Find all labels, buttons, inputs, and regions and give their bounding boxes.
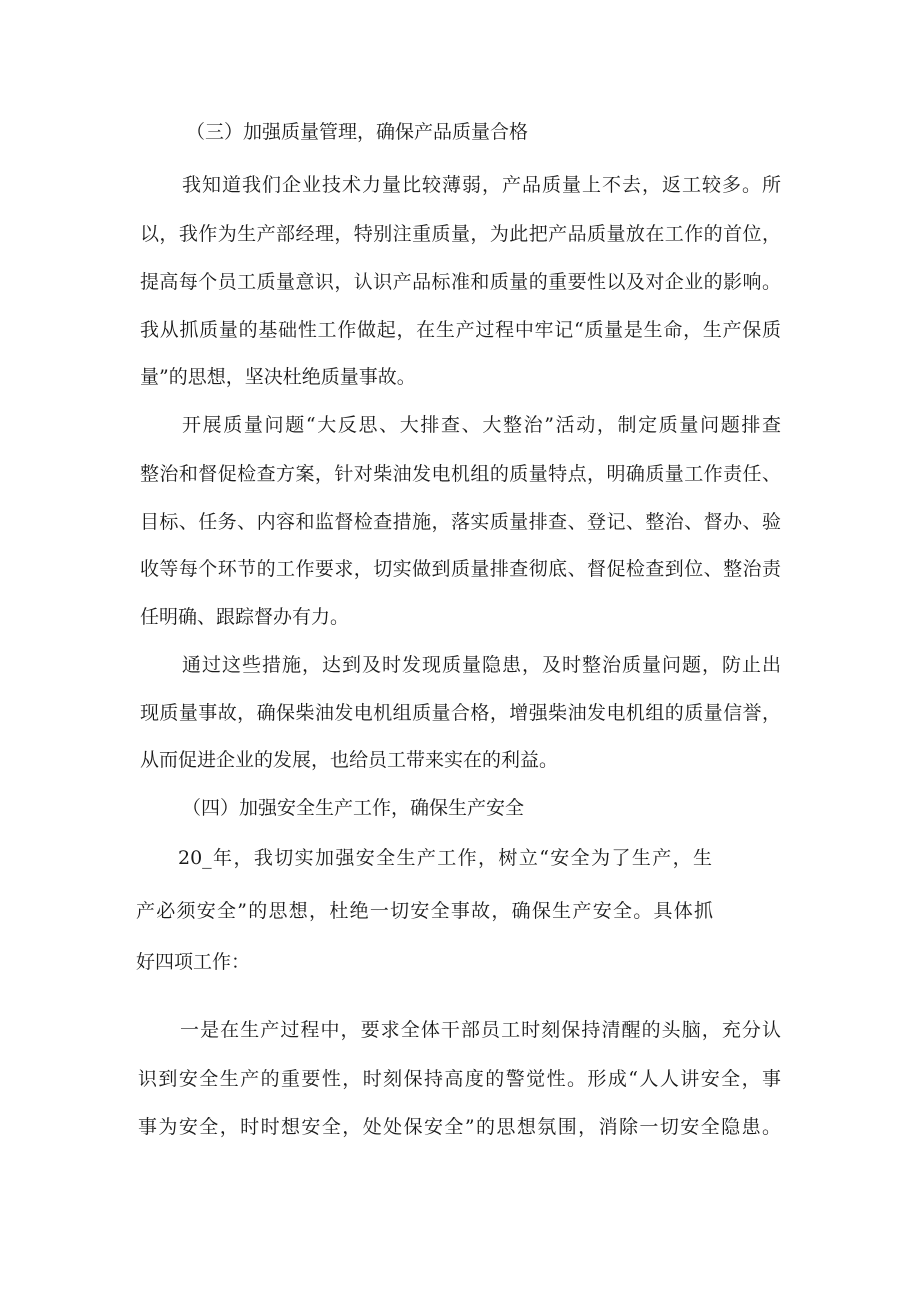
paragraph-line: 开展质量问题“大反思、大排查、大整治”活动，制定质量问题排查 xyxy=(182,414,781,436)
paragraph-line: 通过这些措施，达到及时发现质量隐患，及时整治质量问题，防止出 xyxy=(182,654,781,676)
paragraph-line: 事为安全，时时想安全，处处保安全”的思想氛围，消除一切安全隐患。 xyxy=(138,1116,781,1138)
paragraph-line: 提高每个员工质量意识，认识产品标准和质量的重要性以及对企业的影响。 xyxy=(140,271,781,293)
paragraph-line: 以，我作为生产部经理，特别注重质量，为此把产品质量放在工作的首位， xyxy=(140,223,781,245)
section-heading-4: （四）加强安全生产工作，确保生产安全 xyxy=(182,797,525,819)
paragraph-line: 任明确、跟踪督办有力。 xyxy=(140,606,350,628)
paragraph-line: 量”的思想，坚决杜绝质量事故。 xyxy=(140,366,416,388)
paragraph-line: 一是在生产过程中，要求全体干部员工时刻保持清醒的头脑，充分认 xyxy=(180,1019,781,1041)
paragraph-line: 目标、任务、内容和监督检查措施，落实质量排查、登记、整治、督办、验 xyxy=(140,511,781,533)
paragraph-line: 我从抓质量的基础性工作做起，在生产过程中牢记“质量是生命，生产保质 xyxy=(140,319,781,341)
paragraph-line: 整治和督促检查方案，针对柴油发电机组的质量特点，明确质量工作责任、 xyxy=(140,463,781,485)
section-heading-3: （三）加强质量管理，确保产品质量合格 xyxy=(186,121,529,143)
paragraph-line: 收等每个环节的工作要求，切实做到质量排查彻底、督促检查到位、整治责 xyxy=(140,558,781,580)
paragraph-line: 识到安全生产的重要性，时刻保持高度的警觉性。形成“人人讲安全，事 xyxy=(138,1068,781,1090)
paragraph-line: 20_年，我切实加强安全生产工作，树立“安全为了生产，生 xyxy=(178,847,712,869)
paragraph-line: 现质量事故，确保柴油发电机组质量合格，增强柴油发电机组的质量信誉， xyxy=(140,702,781,724)
paragraph-line: 好四项工作： xyxy=(136,951,251,973)
paragraph-line: 我知道我们企业技术力量比较薄弱，产品质量上不去，返工较多。所 xyxy=(182,174,781,196)
paragraph-line: 从而促进企业的发展，也给员工带来实在的利益。 xyxy=(140,749,559,771)
paragraph-line: 产必须安全”的思想，杜绝一切安全事故，确保生产安全。具体抓 xyxy=(136,900,713,922)
